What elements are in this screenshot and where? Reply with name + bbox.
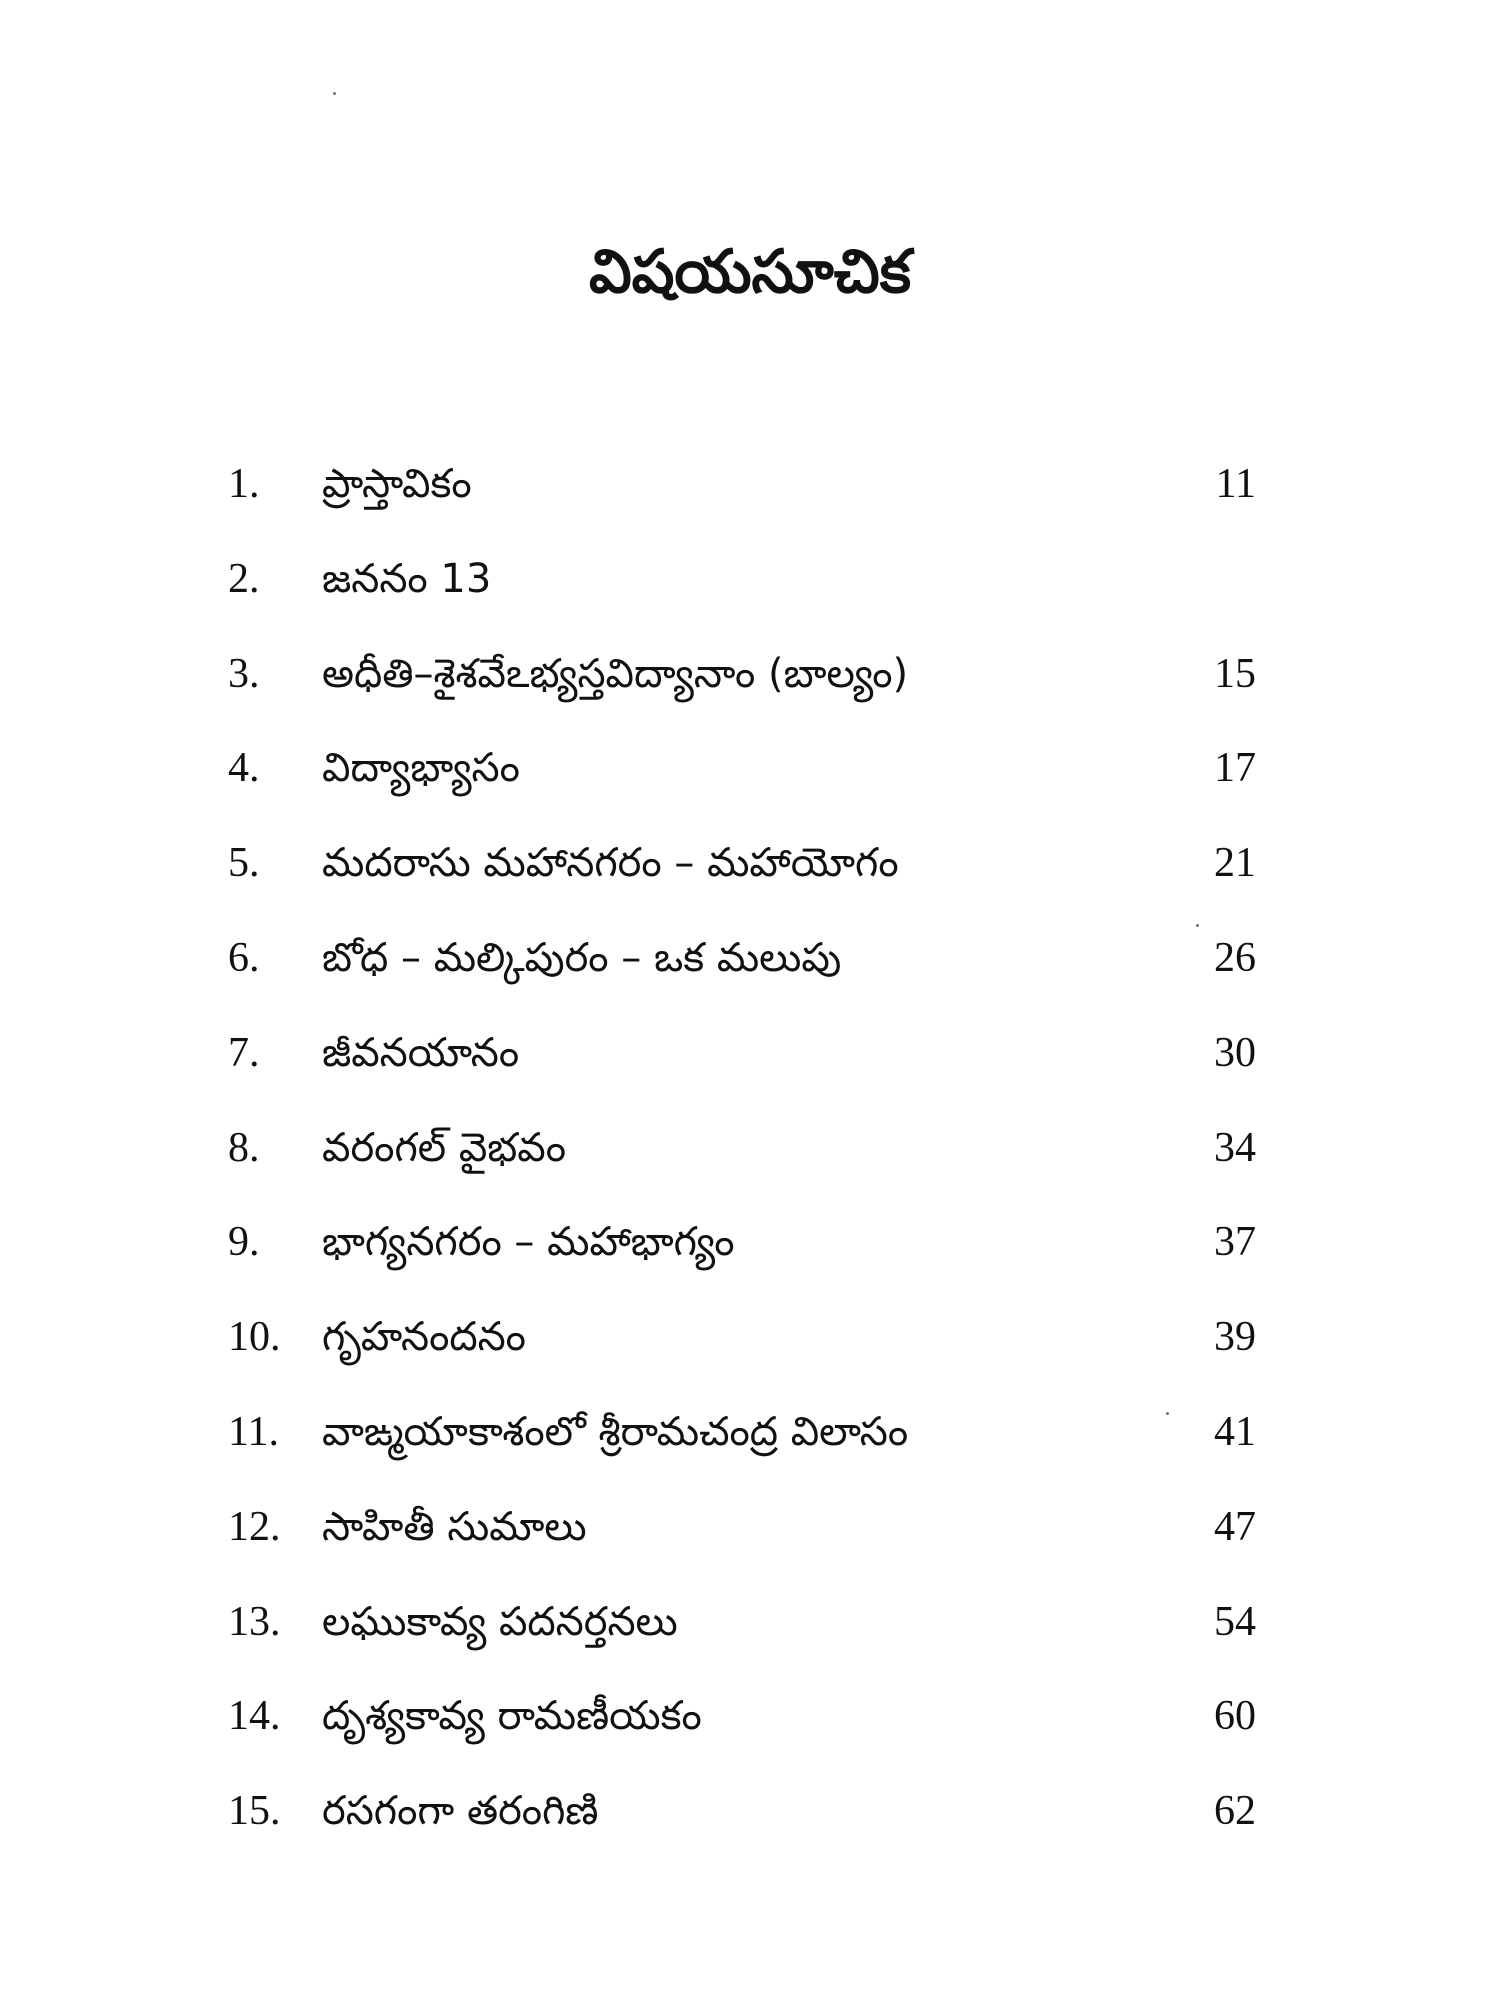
- entry-number: 15.: [228, 1788, 281, 1834]
- toc-entry: [0, 738, 1500, 798]
- toc-entry: [0, 1118, 1500, 1178]
- entry-number: 8.: [228, 1125, 260, 1171]
- toc-entry: [0, 1307, 1500, 1367]
- entry-title: జీవనయానం: [322, 1030, 520, 1076]
- page-title: విషయసూచిక: [588, 237, 912, 307]
- entry-title: బోధ – మల్కిపురం – ఒక మలుపు: [322, 935, 842, 981]
- entry-number: 9.: [228, 1219, 260, 1265]
- entry-number: 11.: [228, 1409, 279, 1455]
- entry-number: 4.: [228, 745, 260, 791]
- toc-entry: [0, 833, 1500, 893]
- entry-page-number: 62: [1214, 1788, 1256, 1834]
- entry-title: మదరాసు మహానగరం – మహాయోగం: [322, 840, 899, 886]
- entry-title: గృహనందనం: [322, 1314, 526, 1360]
- toc-entry: [0, 549, 1500, 609]
- entry-page-number: 39: [1214, 1314, 1256, 1360]
- entry-title: వరంగల్ వైభవం: [322, 1125, 566, 1171]
- entry-page-number: 34: [1214, 1125, 1256, 1171]
- entry-page-number: 47: [1214, 1504, 1256, 1550]
- toc-entry: [0, 1023, 1500, 1083]
- entry-number: 2.: [228, 556, 260, 602]
- entry-page-number: 26: [1214, 935, 1256, 981]
- entry-page-number: 60: [1214, 1693, 1256, 1739]
- entry-number: 6.: [228, 935, 260, 981]
- entry-title: సాహితీ సుమాలు: [322, 1504, 587, 1550]
- entry-title: విద్యాభ్యాసం: [322, 745, 520, 791]
- entry-title: జననం 13: [322, 556, 492, 602]
- entry-number: 5.: [228, 840, 260, 886]
- entry-title: లఘుకావ్య పదనర్తనలు: [322, 1599, 678, 1645]
- entry-number: 13.: [228, 1599, 281, 1645]
- entry-page-number: 11: [1215, 461, 1256, 507]
- entry-title: అధీతి–శైశవేఽభ్యస్తవిద్యానాం (బాల్యం): [322, 651, 909, 697]
- entry-number: 3.: [228, 651, 260, 697]
- entry-title: దృశ్యకావ్య రామణీయకం: [322, 1693, 702, 1739]
- toc-entry: [0, 1686, 1500, 1746]
- entry-number: 7.: [228, 1030, 260, 1076]
- entry-page-number: 37: [1214, 1219, 1256, 1265]
- entry-title: ప్రాస్తావికం: [322, 461, 472, 507]
- entry-title: వాఙ్మయాకాశంలో శ్రీరామచంద్ర విలాసం: [322, 1409, 909, 1455]
- entry-page-number: 15: [1214, 651, 1256, 697]
- toc-entry: [0, 1402, 1500, 1462]
- entry-number: 12.: [228, 1504, 281, 1550]
- entry-page-number: 30: [1214, 1030, 1256, 1076]
- entry-page-number: 54: [1214, 1599, 1256, 1645]
- entry-number: 10.: [228, 1314, 281, 1360]
- entry-page-number: 17: [1214, 745, 1256, 791]
- toc-entry: [0, 1212, 1500, 1272]
- entry-number: 1.: [228, 461, 260, 507]
- toc-entry: [0, 928, 1500, 988]
- entry-title: రసగంగా తరంగిణి: [322, 1788, 599, 1834]
- entry-number: 14.: [228, 1693, 281, 1739]
- toc-entry: [0, 1497, 1500, 1557]
- toc-entry: [0, 644, 1500, 704]
- entry-page-number: 21: [1214, 840, 1256, 886]
- entry-page-number: 41: [1214, 1409, 1256, 1455]
- toc-entry: [0, 1592, 1500, 1652]
- toc-entry: [0, 454, 1500, 514]
- entry-title: భాగ్యనగరం – మహాభాగ్యం: [322, 1219, 735, 1265]
- toc-entry: [0, 1781, 1500, 1841]
